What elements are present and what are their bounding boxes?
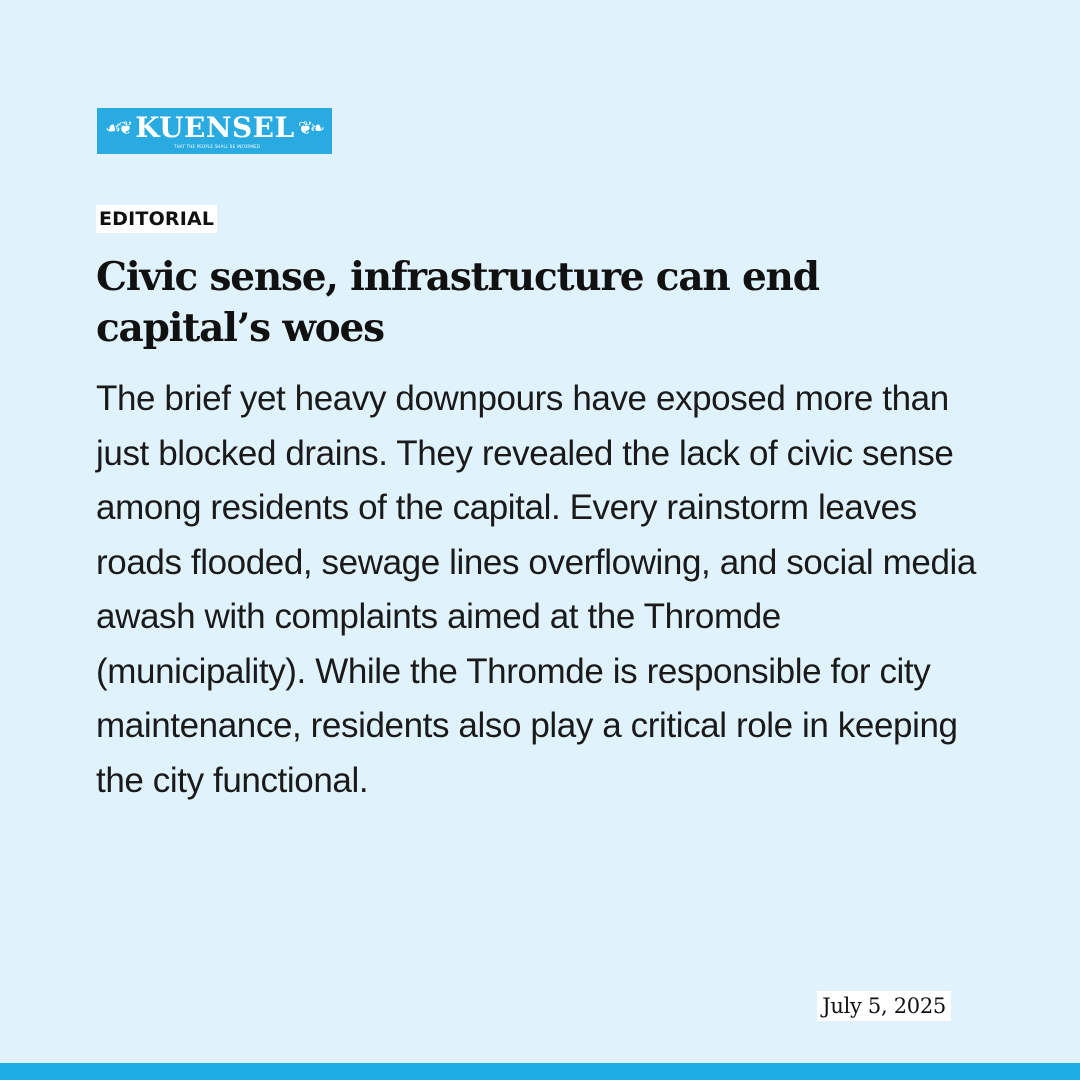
section-label: EDITORIAL [96, 205, 217, 233]
logo-ornament-right-icon: ❦❧ [297, 118, 322, 139]
publication-date: July 5, 2025 [817, 991, 951, 1021]
bottom-accent-bar [0, 1063, 1080, 1080]
headline: Civic sense, infrastructure can end capital’s woes [96, 254, 819, 351]
logo-wordmark: KUENSEL [135, 111, 295, 144]
article-body: The brief yet heavy downpours have exposed more than just blocked drains. They revealed the lack of civic sense among residents of the capital. Every rainstorm leaves roads flooded, sewage lines overflowing, and social media awash with complaints aimed at the Thromde (municipality). While the Thromde is responsible for city maintenance, residents also play a critical role in keeping the city functional. [96, 379, 976, 800]
logo-tagline: THAT THE PEOPLE SHALL BE INFORMED [174, 144, 260, 149]
kuensel-logo [97, 108, 332, 154]
logo-ornament-left-icon: ☙❦ [105, 118, 131, 139]
